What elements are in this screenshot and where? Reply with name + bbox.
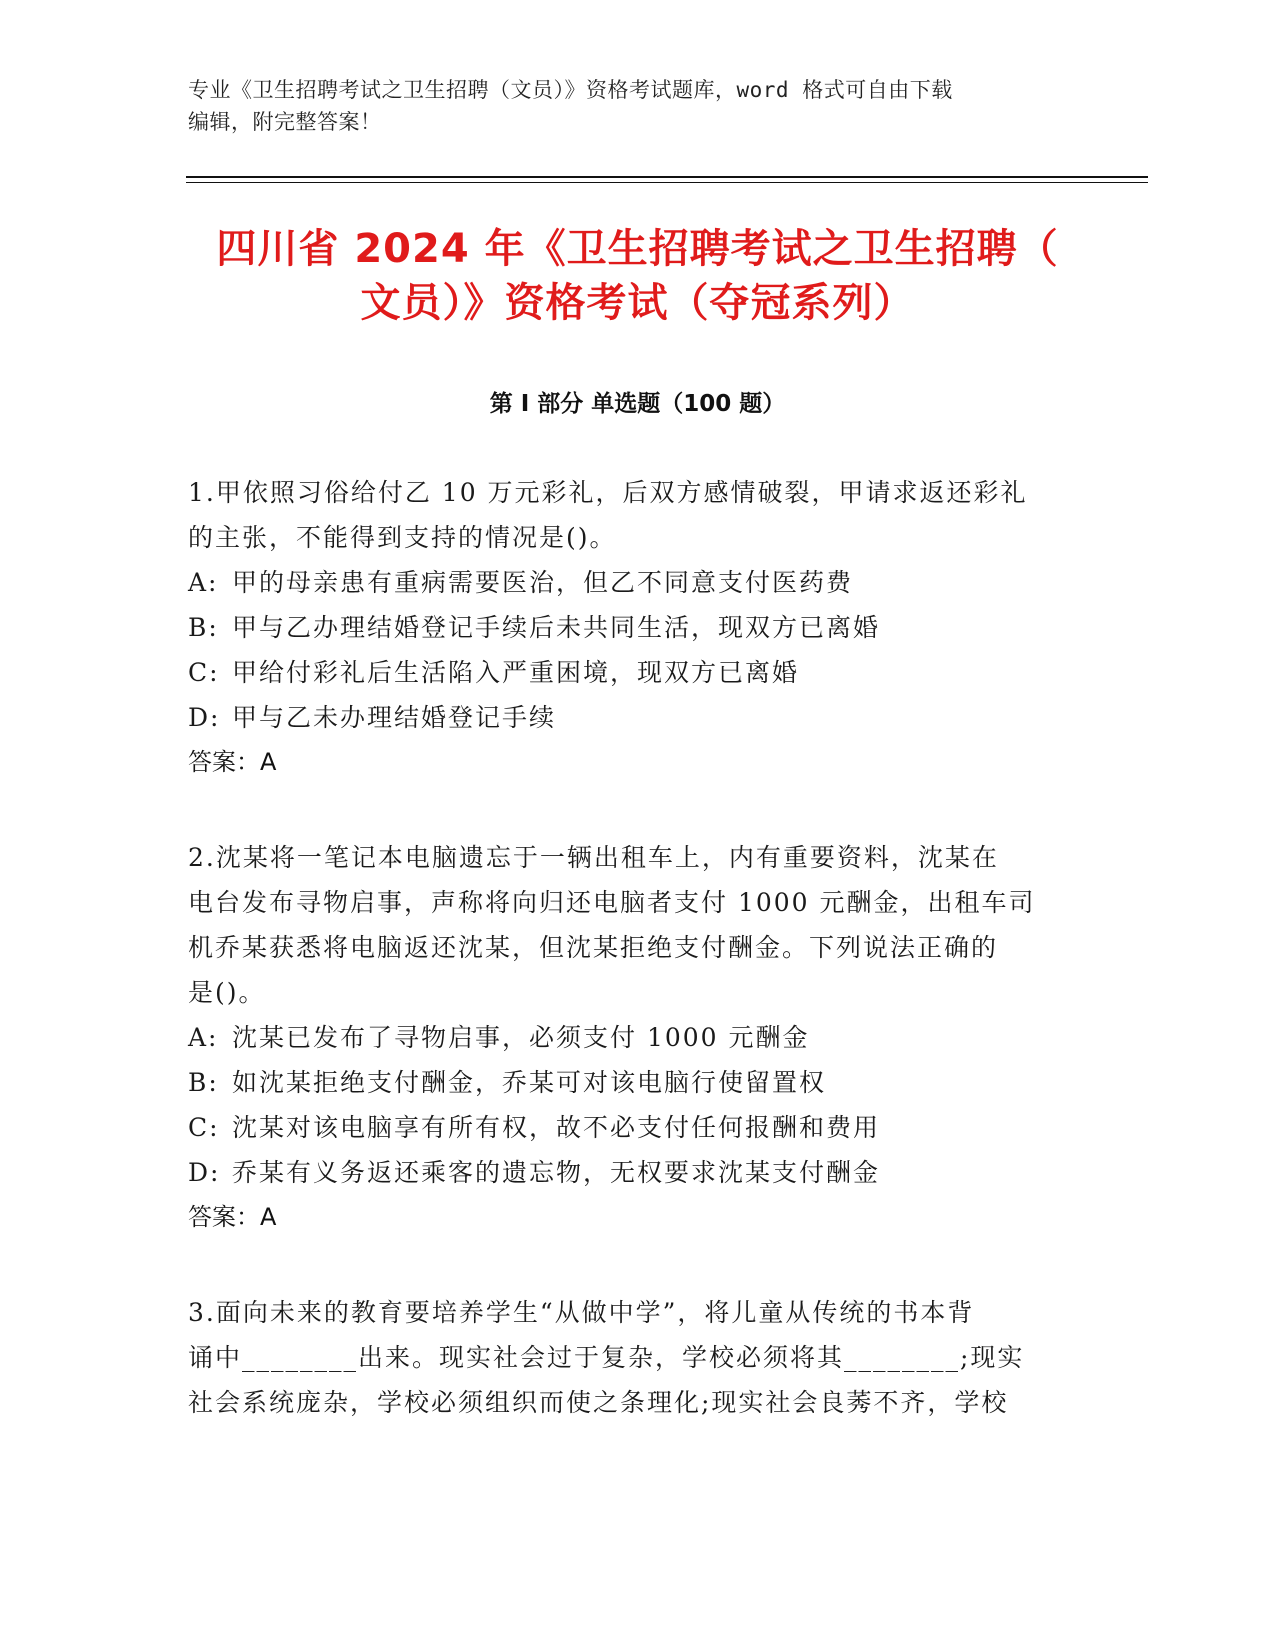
document-title-line-1: 四川省 2024 年《卫生招聘考试之卫生招聘（ [216, 226, 1059, 272]
option-key: C: [188, 658, 220, 687]
question-option [188, 560, 1068, 605]
question-stem-line: 电台发布寻物启事，声称将向归还电脑者支付 1000 元酬金，出租车司 [188, 888, 1036, 917]
option-key: D: [188, 1158, 221, 1187]
option-text: 甲给付彩礼后生活陷入严重困境，现双方已离婚 [232, 658, 800, 687]
question-option [188, 695, 1068, 740]
question-1 [188, 470, 1068, 785]
question-option [188, 605, 1068, 650]
question-stem-line: 的主张，不能得到支持的情况是()。 [188, 523, 617, 552]
question-answer: 答案：A [188, 1203, 277, 1231]
option-key: D: [188, 703, 221, 732]
header-note [188, 74, 1088, 138]
question-stem-line: 2.沈某将一笔记本电脑遗忘于一辆出租车上，内有重要资料，沈某在 [188, 843, 999, 872]
option-text: 乔某有义务返还乘客的遗忘物，无权要求沈某支付酬金 [232, 1158, 881, 1187]
option-text: 如沈某拒绝支付酬金，乔某可对该电脑行使留置权 [232, 1068, 827, 1097]
question-2 [188, 835, 1068, 1240]
option-text: 甲的母亲患有重病需要医治，但乙不同意支付医药费 [232, 568, 854, 597]
header-note-line-1: 专业《卫生招聘考试之卫生招聘（文员）》资格考试题库，word 格式可自由下载 [188, 78, 953, 102]
question-stem-line: 机乔某获悉将电脑返还沈某，但沈某拒绝支付酬金。下列说法正确的 [188, 933, 999, 962]
header-note-line-2: 编辑，附完整答案！ [188, 110, 382, 134]
question-list [188, 470, 1068, 1475]
option-key: C: [188, 1113, 220, 1142]
question-option [188, 1060, 1068, 1105]
option-text: 甲与乙未办理结婚登记手续 [232, 703, 557, 732]
option-text: 沈某已发布了寻物启事，必须支付 1000 元酬金 [232, 1023, 810, 1052]
option-text: 甲与乙办理结婚登记手续后未共同生活，现双方已离婚 [232, 613, 881, 642]
option-key: A: [188, 1023, 219, 1052]
section-title: 第 I 部分 单选题（100 题） [489, 391, 786, 417]
document-title [150, 222, 1125, 330]
question-option [188, 650, 1068, 695]
option-key: B: [188, 1068, 219, 1097]
question-stem-line: 诵中________出来。现实社会过于复杂，学校必须将其________;现实 [188, 1343, 1025, 1372]
option-key: B: [188, 613, 219, 642]
question-stem-line: 社会系统庞杂，学校必须组织而使之条理化;现实社会良莠不齐，学校 [188, 1388, 1009, 1417]
question-stem-line: 3.面向未来的教育要培养学生“从做中学”，将儿童从传统的书本背 [188, 1298, 975, 1327]
question-option [188, 1150, 1068, 1195]
question-answer: 答案：A [188, 748, 277, 776]
header-divider-thin [186, 182, 1148, 183]
question-stem-line: 是()。 [188, 978, 266, 1007]
option-text: 沈某对该电脑享有所有权，故不必支付任何报酬和费用 [232, 1113, 881, 1142]
question-option [188, 1015, 1068, 1060]
question-stem-line: 1.甲依照习俗给付乙 10 万元彩礼，后双方感情破裂，甲请求返还彩礼 [188, 478, 1028, 507]
question-option [188, 1105, 1068, 1150]
question-3 [188, 1290, 1068, 1425]
option-key: A: [188, 568, 219, 597]
document-title-line-2: 文员）》资格考试（夺冠系列） [360, 280, 915, 326]
header-divider-thick [186, 176, 1148, 178]
